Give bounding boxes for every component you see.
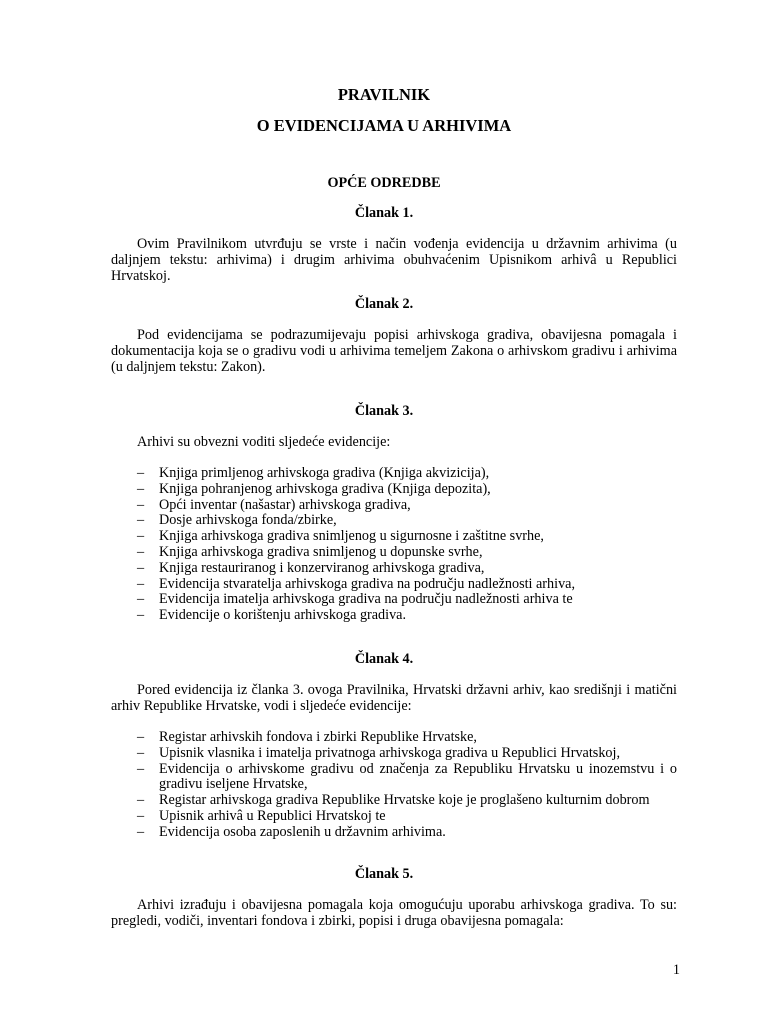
list-item: – Evidencija stvaratelja arhivskoga gradiva na području nadležnosti arhiva,	[137, 575, 576, 592]
list-item: – Knjiga arhivskoga gradiva snimljenog u sigurnosne i zaštitne svrhe,	[137, 528, 544, 545]
article-heading: Članak 1.	[354, 205, 414, 221]
article-heading: Članak 2.	[354, 296, 414, 312]
list-item: – Evidencija imatelja arhivskoga gradiva na području nadležnosti arhiva te	[137, 591, 573, 608]
list-item: – Registar arhivskih fondova i zbirki Republike Hrvatske,	[137, 729, 477, 745]
evidence-list	[111, 466, 677, 624]
list-item: – Evidencija o arhivskome gradivu od značenja za Republiku Hrvatsku u inozemstvu i o gradivu iseljene Hrvatske,	[137, 760, 677, 793]
list-item: – Upisnik arhivâ u Republici Hrvatskoj te	[137, 807, 386, 824]
list-item: – Opći inventar (našastar) arhivskoga gradiva,	[137, 496, 411, 513]
document-title: PRAVILNIK	[337, 85, 431, 104]
list-item: – Evidencije o korištenju arhivskoga gradiva.	[137, 607, 407, 624]
article-paragraph: Pored evidencija iz članka 3. ovoga Pravilnika, Hrvatski državni arhiv, kao središnji i matični arhiv Republike Hrvatske, vodi i sljedeće evidencije:	[111, 682, 677, 714]
list-item: – Upisnik vlasnika i imatelja privatnoga arhivskoga gradiva u Republici Hrvatskoj,	[137, 744, 620, 761]
article-paragraph: Ovim Pravilnikom utvrđuju se vrste i način vođenja evidencija u državnim arhivima (u daljnjem tekstu: arhivima) i drugim arhivima obuhvaćenim Upisnikom arhivâ u Republici Hrvatskoj.	[111, 236, 677, 284]
evidence-list	[111, 730, 677, 841]
article-paragraph: Arhivi izrađuju i obavijesna pomagala koja omogućuju uporabu arhivskoga gradiva. To su: pregledi, vodiči, inventari fondova i zbirki, popisi i druga obavijesna pomagala:	[111, 897, 677, 929]
article-heading: Članak 3.	[354, 403, 414, 419]
list-item: – Knjiga restauriranog i konzerviranog arhivskoga gradiva,	[137, 559, 485, 576]
list-item: – Knjiga pohranjenog arhivskoga gradiva (Knjiga depozita),	[137, 480, 491, 497]
page-number: 1	[672, 962, 680, 978]
article-intro: Arhivi su obvezni voditi sljedeće evidencije:	[137, 434, 391, 450]
list-item: – Knjiga arhivskoga gradiva snimljenog u dopunske svrhe,	[137, 543, 483, 560]
section-heading: OPĆE ODREDBE	[327, 175, 441, 191]
article-heading: Članak 4.	[354, 651, 414, 667]
list-item: – Dosje arhivskoga fonda/zbirke,	[137, 512, 337, 529]
list-item: – Evidencija osoba zaposlenih u državnim arhivima.	[137, 823, 446, 840]
article-heading: Članak 5.	[354, 866, 414, 882]
list-item: – Knjiga primljenog arhivskoga gradiva (Knjiga akvizicija),	[137, 465, 490, 481]
document-subtitle: O EVIDENCIJAMA U ARHIVIMA	[256, 116, 512, 135]
list-item: – Registar arhivskoga gradiva Republike Hrvatske koje je proglašeno kulturnim dobrom	[137, 792, 650, 809]
article-paragraph: Pod evidencijama se podrazumijevaju popisi arhivskoga gradiva, obavijesna pomagala i dokumentacija koja se o gradivu vodi u arhivima temeljem Zakona o arhivskom gradivu i arhivima (u daljnjem tekstu: Zakon).	[111, 327, 677, 375]
